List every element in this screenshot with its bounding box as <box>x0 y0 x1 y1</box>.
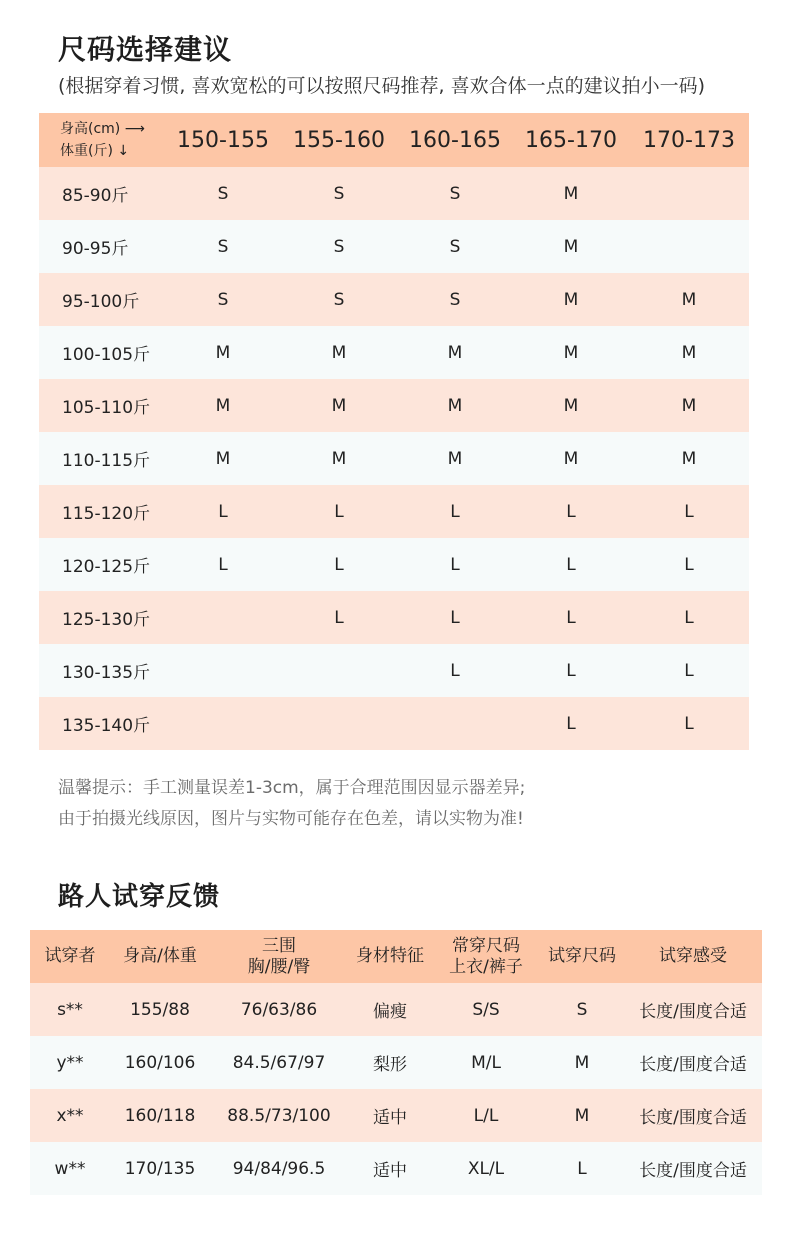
weight-row-label: 135-140斤 <box>62 716 151 736</box>
fitting-feedback-table <box>30 930 762 1195</box>
feedback-column-header <box>348 930 432 983</box>
height-column-header: 150-155 <box>177 127 269 153</box>
feedback-row <box>30 1036 762 1089</box>
usual-size-cell: L/L <box>473 1105 499 1126</box>
size-cell: M <box>447 395 463 416</box>
feedback-row <box>30 1089 762 1142</box>
height-weight-cell: 160/118 <box>124 1105 196 1126</box>
size-cell: L <box>566 660 576 681</box>
size-cell: M <box>681 289 697 310</box>
size-table-row <box>39 220 749 273</box>
size-recommendation-table <box>39 113 749 750</box>
fitting-feedback-title: 路人试穿反馈 <box>58 882 221 912</box>
weight-row-label: 125-130斤 <box>62 610 151 630</box>
usual-size-cell: XL/L <box>467 1158 505 1179</box>
measurements-cell: 84.5/67/97 <box>232 1052 326 1073</box>
size-cell: M <box>215 395 231 416</box>
header-line: 试穿者 <box>44 946 96 966</box>
tried-size-cell: L <box>577 1158 587 1179</box>
size-cell: M <box>331 395 347 416</box>
size-guide-subtitle: (根据穿着习惯, 喜欢宽松的可以按照尺码推荐, 喜欢合体一点的建议拍小一码) <box>58 75 705 97</box>
feedback-row <box>30 1142 762 1195</box>
measurements-cell: 76/63/86 <box>240 999 318 1020</box>
size-cell: S <box>217 183 229 204</box>
size-cell: L <box>450 607 460 628</box>
weight-row-label: 100-105斤 <box>62 345 151 365</box>
size-cell: M <box>563 342 579 363</box>
usual-size-cell: M/L <box>471 1052 501 1073</box>
weight-row-label: 105-110斤 <box>62 398 151 418</box>
size-cell: S <box>449 289 461 310</box>
feedback-column-header <box>30 930 110 983</box>
size-cell: S <box>217 236 229 257</box>
feedback-column-header <box>540 930 624 983</box>
size-table-row <box>39 697 749 750</box>
size-cell: M <box>563 395 579 416</box>
body-type-cell: 梨形 <box>373 1055 407 1075</box>
size-cell: M <box>563 183 579 204</box>
height-weight-cell: 170/135 <box>124 1158 196 1179</box>
size-cell <box>165 697 281 750</box>
size-cell: M <box>563 289 579 310</box>
tips-notice <box>58 773 525 835</box>
size-cell: L <box>566 713 576 734</box>
size-cell: L <box>334 607 344 628</box>
tester-name-cell: y** <box>56 1052 84 1073</box>
size-cell: L <box>334 501 344 522</box>
weight-axis-label: 体重(斤) ↓ <box>60 143 130 159</box>
feedback-column-header <box>432 930 540 983</box>
size-cell: M <box>215 448 231 469</box>
size-table-row <box>39 591 749 644</box>
feedback-column-header <box>210 930 348 983</box>
size-table-header <box>39 113 749 167</box>
size-cell <box>165 591 281 644</box>
size-cell: M <box>215 342 231 363</box>
tester-name-cell: w** <box>54 1158 86 1179</box>
header-line: 三围 <box>262 935 296 956</box>
size-table-corner-label <box>39 113 165 167</box>
size-cell: L <box>684 501 694 522</box>
weight-row-label: 115-120斤 <box>62 504 151 524</box>
size-cell: M <box>447 342 463 363</box>
weight-row-label: 110-115斤 <box>62 451 151 471</box>
size-table-row <box>39 167 749 220</box>
weight-row-label: 130-135斤 <box>62 663 151 683</box>
tester-name-cell: s** <box>57 999 83 1020</box>
height-column-header: 165-170 <box>525 127 617 153</box>
size-cell: M <box>681 448 697 469</box>
fit-feedback-cell: 长度/围度合适 <box>639 1055 747 1075</box>
size-cell: L <box>334 554 344 575</box>
size-cell: S <box>333 236 345 257</box>
weight-row-label: 95-100斤 <box>62 292 140 312</box>
size-cell: L <box>450 501 460 522</box>
feedback-row <box>30 983 762 1036</box>
header-line: 试穿感受 <box>659 946 727 966</box>
size-table-row <box>39 644 749 697</box>
size-cell: L <box>684 713 694 734</box>
size-cell: L <box>566 607 576 628</box>
tried-size-cell: M <box>574 1105 590 1126</box>
size-cell: M <box>447 448 463 469</box>
header-line: 常穿尺码 <box>452 935 520 956</box>
size-cell: L <box>218 501 228 522</box>
feedback-column-header <box>110 930 210 983</box>
fit-feedback-cell: 长度/围度合适 <box>639 1161 747 1181</box>
height-weight-cell: 155/88 <box>130 999 190 1020</box>
tried-size-cell: M <box>574 1052 590 1073</box>
size-cell: S <box>217 289 229 310</box>
body-type-cell: 偏瘦 <box>373 1002 407 1022</box>
header-line: 身材特征 <box>356 946 424 966</box>
size-table-row <box>39 326 749 379</box>
size-table-row <box>39 485 749 538</box>
size-table-row <box>39 538 749 591</box>
size-cell: L <box>684 554 694 575</box>
size-cell <box>165 644 281 697</box>
fit-feedback-cell: 长度/围度合适 <box>639 1002 747 1022</box>
weight-row-label: 120-125斤 <box>62 557 151 577</box>
size-cell: L <box>218 554 228 575</box>
size-guide-title: 尺码选择建议 <box>58 33 233 66</box>
height-column-header: 155-160 <box>293 127 385 153</box>
header-line: 胸/腰/臀 <box>247 956 311 977</box>
header-line: 试穿尺码 <box>548 946 616 966</box>
weight-row-label: 85-90斤 <box>62 186 129 206</box>
measurements-cell: 88.5/73/100 <box>227 1105 331 1126</box>
size-cell: L <box>450 554 460 575</box>
size-table-row <box>39 432 749 485</box>
header-line: 上衣/裤子 <box>449 956 523 977</box>
size-cell: S <box>333 183 345 204</box>
size-cell <box>397 697 513 750</box>
tips-line: 由于拍摄光线原因，图片与实物可能存在色差，请以实物为准! <box>58 809 524 829</box>
size-cell: S <box>449 183 461 204</box>
fit-feedback-cell: 长度/围度合适 <box>639 1108 747 1128</box>
body-type-cell: 适中 <box>373 1161 407 1181</box>
size-cell: M <box>331 448 347 469</box>
size-cell: L <box>566 554 576 575</box>
tips-line: 温馨提示：手工测量误差1-3cm，属于合理范围因显示器差异; <box>58 778 526 798</box>
size-cell: L <box>684 607 694 628</box>
size-cell <box>281 697 397 750</box>
weight-row-label: 90-95斤 <box>62 239 129 259</box>
size-cell: L <box>566 501 576 522</box>
size-cell: M <box>681 342 697 363</box>
size-cell: S <box>333 289 345 310</box>
size-cell: L <box>684 660 694 681</box>
body-type-cell: 适中 <box>373 1108 407 1128</box>
size-cell: M <box>563 448 579 469</box>
size-table-row <box>39 379 749 432</box>
size-cell: M <box>331 342 347 363</box>
measurements-cell: 94/84/96.5 <box>232 1158 326 1179</box>
tried-size-cell: S <box>576 999 588 1020</box>
feedback-column-header <box>624 930 762 983</box>
size-cell <box>629 167 749 220</box>
height-weight-cell: 160/106 <box>124 1052 196 1073</box>
size-cell <box>281 644 397 697</box>
size-cell: M <box>563 236 579 257</box>
header-line: 身高/体重 <box>123 946 197 966</box>
size-cell <box>629 220 749 273</box>
size-table-row <box>39 273 749 326</box>
height-column-header: 160-165 <box>409 127 501 153</box>
size-cell: S <box>449 236 461 257</box>
usual-size-cell: S/S <box>472 999 500 1020</box>
height-column-header: 170-173 <box>643 127 735 153</box>
height-axis-label: 身高(cm) ⟶ <box>60 121 145 137</box>
size-cell: M <box>681 395 697 416</box>
feedback-table-header <box>30 930 762 983</box>
size-cell: L <box>450 660 460 681</box>
tester-name-cell: x** <box>56 1105 84 1126</box>
